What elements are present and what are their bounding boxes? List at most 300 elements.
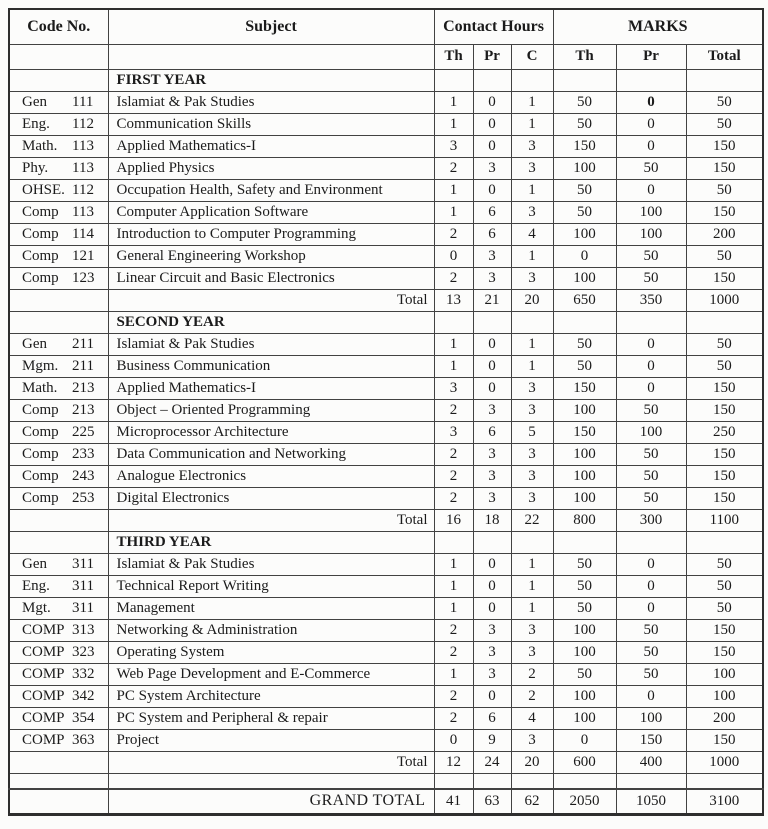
contact-th-cell: 1 [434,113,473,135]
empty-cell [616,69,686,91]
course-code-number: 253 [72,489,95,506]
contact-pr-cell: 6 [473,707,511,729]
marks-total-total: 1000 [686,751,763,773]
marks-pr-cell: 50 [616,245,686,267]
course-subject: Microprocessor Architecture [108,421,434,443]
course-code [9,663,108,685]
course-row [9,619,763,641]
contact-c-cell: 3 [511,443,553,465]
course-code [9,135,108,157]
course-code [9,245,108,267]
marks-pr-cell: 50 [616,157,686,179]
contact-pr-cell: 0 [473,685,511,707]
header-empty-cell [108,44,434,69]
marks-th-cell: 50 [553,333,616,355]
marks-pr-total: 350 [616,289,686,311]
course-row [9,201,763,223]
marks-pr-cell: 0 [616,685,686,707]
course-code-prefix: Comp [22,269,59,286]
course-code [9,707,108,729]
year-title: SECOND YEAR [108,311,434,333]
empty-cell [511,69,553,91]
empty-cell [473,531,511,553]
empty-cell [434,69,473,91]
contact-th-cell: 3 [434,377,473,399]
contact-c-cell: 3 [511,487,553,509]
course-code-prefix: Comp [22,489,59,506]
marks-total-cell: 50 [686,333,763,355]
code-empty-cell [9,289,108,311]
marks-th-cell: 100 [553,223,616,245]
course-code-prefix: Math. [22,379,58,396]
code-empty-cell [9,509,108,531]
marks-th-cell: 100 [553,157,616,179]
marks-th-cell: 50 [553,597,616,619]
course-code-prefix: Comp [22,445,59,462]
contact-pr-cell: 3 [473,663,511,685]
contact-th-cell: 2 [434,267,473,289]
course-row [9,135,763,157]
empty-cell [616,311,686,333]
marks-th-total: 650 [553,289,616,311]
course-subject: Islamiat & Pak Studies [108,553,434,575]
total-row [9,751,763,773]
course-code-prefix: Comp [22,467,59,484]
contact-pr-cell: 0 [473,333,511,355]
contact-c-cell: 3 [511,377,553,399]
marks-total-cell: 150 [686,267,763,289]
empty-cell [9,773,108,789]
marks-pr-cell: 50 [616,663,686,685]
course-code-prefix: Gen [22,555,47,572]
course-row [9,333,763,355]
course-subject: Data Communication and Networking [108,443,434,465]
contact-th-cell: 1 [434,553,473,575]
marks-th-cell: 50 [553,113,616,135]
course-subject: Digital Electronics [108,487,434,509]
course-code-number: 233 [72,445,95,462]
course-row [9,641,763,663]
course-subject: Object – Oriented Programming [108,399,434,421]
course-code-prefix: Eng. [22,115,50,132]
marks-pr-cell: 150 [616,729,686,751]
marks-pr-cell: 0 [616,135,686,157]
course-code-number: 213 [72,401,95,418]
marks-total-cell: 150 [686,619,763,641]
empty-cell [686,69,763,91]
contact-c-total: 20 [511,751,553,773]
course-code-number: 112 [72,115,94,132]
marks-pr-cell: 0 [616,355,686,377]
course-row [9,267,763,289]
contact-th-cell: 1 [434,201,473,223]
course-code [9,421,108,443]
empty-cell [553,311,616,333]
empty-cell [686,311,763,333]
contact-c-cell: 1 [511,355,553,377]
marks-th-cell: 100 [553,443,616,465]
course-subject: Technical Report Writing [108,575,434,597]
total-row [9,289,763,311]
contact-th-subheader: Th [434,44,473,69]
course-subject: Applied Mathematics-I [108,135,434,157]
course-subject: Islamiat & Pak Studies [108,333,434,355]
course-code-number: 114 [72,225,94,242]
marks-total-cell: 150 [686,487,763,509]
marks-total-cell: 50 [686,245,763,267]
marks-total-total: 1100 [686,509,763,531]
course-code-number: 313 [72,621,95,638]
marks-th-cell: 50 [553,355,616,377]
course-code [9,179,108,201]
course-subject: Operating System [108,641,434,663]
empty-cell [686,773,763,789]
empty-cell [434,531,473,553]
empty-cell [434,311,473,333]
empty-cell [511,311,553,333]
grand-total-label: GRAND TOTAL [108,789,434,814]
contact-th-total: 16 [434,509,473,531]
course-code [9,597,108,619]
contact-pr-cell: 3 [473,487,511,509]
course-code-prefix: OHSE. [22,181,65,198]
course-code-number: 323 [72,643,95,660]
contact-pr-cell: 6 [473,223,511,245]
contact-c-total: 62 [511,789,553,814]
course-subject: Web Page Development and E-Commerce [108,663,434,685]
course-code-number: 311 [72,555,94,572]
marks-total-cell: 50 [686,91,763,113]
contact-th-cell: 1 [434,663,473,685]
header-sub-row [9,44,763,69]
course-code [9,619,108,641]
course-row [9,245,763,267]
course-code-number: 211 [72,335,94,352]
course-subject: Project [108,729,434,751]
course-code [9,487,108,509]
course-row [9,707,763,729]
contact-c-total: 20 [511,289,553,311]
contact-pr-cell: 3 [473,465,511,487]
marks-total-cell: 100 [686,685,763,707]
empty-cell [553,531,616,553]
contact-pr-cell: 0 [473,91,511,113]
contact-c-cell: 2 [511,663,553,685]
contact-th-cell: 2 [434,619,473,641]
marks-total-cell: 150 [686,465,763,487]
contact-th-cell: 2 [434,157,473,179]
marks-pr-cell: 100 [616,223,686,245]
course-row [9,597,763,619]
marks-th-cell: 100 [553,399,616,421]
contact-c-cell: 1 [511,553,553,575]
course-row [9,729,763,751]
marks-pr-cell: 50 [616,465,686,487]
course-row [9,663,763,685]
contact-th-cell: 3 [434,421,473,443]
contact-pr-cell: 0 [473,113,511,135]
marks-total-cell: 150 [686,443,763,465]
course-code [9,399,108,421]
course-code [9,333,108,355]
marks-th-cell: 50 [553,179,616,201]
contact-c-cell: 1 [511,91,553,113]
course-row [9,575,763,597]
marks-pr-cell: 0 [616,91,686,113]
empty-cell [108,773,434,789]
marks-th-cell: 150 [553,421,616,443]
year-title: THIRD YEAR [108,531,434,553]
course-code-prefix: Eng. [22,577,50,594]
course-subject: Analogue Electronics [108,465,434,487]
contact-pr-cell: 3 [473,399,511,421]
contact-c-subheader: C [511,44,553,69]
course-code-number: 113 [72,159,94,176]
code-empty-cell [9,69,108,91]
marks-pr-cell: 50 [616,443,686,465]
course-code-prefix: COMP [22,709,65,726]
course-subject: Applied Mathematics-I [108,377,434,399]
marks-th-cell: 50 [553,553,616,575]
contact-pr-cell: 0 [473,135,511,157]
course-code-prefix: Comp [22,401,59,418]
contact-pr-cell: 0 [473,553,511,575]
course-row [9,179,763,201]
empty-cell [473,311,511,333]
marks-th-cell: 100 [553,619,616,641]
course-code-prefix: Comp [22,247,59,264]
marks-th-cell: 0 [553,729,616,751]
table-header [9,9,763,69]
course-code-number: 113 [72,203,94,220]
course-code-prefix: Comp [22,225,59,242]
marks-total-cell: 150 [686,201,763,223]
contact-c-cell: 1 [511,113,553,135]
course-row [9,223,763,245]
empty-cell [511,531,553,553]
course-row [9,421,763,443]
marks-th-cell: 50 [553,663,616,685]
course-subject: Business Communication [108,355,434,377]
marks-pr-cell: 0 [616,553,686,575]
marks-total-cell: 50 [686,179,763,201]
table-body [9,69,763,814]
contact-th-total: 12 [434,751,473,773]
marks-pr-cell: 0 [616,113,686,135]
marks-th-cell: 100 [553,487,616,509]
contact-c-cell: 3 [511,729,553,751]
marks-total-cell: 250 [686,421,763,443]
course-code-prefix: Comp [22,423,59,440]
year-header-row [9,311,763,333]
contact-pr-cell: 3 [473,641,511,663]
contact-c-cell: 3 [511,619,553,641]
contact-th-total: 41 [434,789,473,814]
contact-c-cell: 2 [511,685,553,707]
contact-th-cell: 2 [434,443,473,465]
marks-total-cell: 50 [686,575,763,597]
course-code [9,443,108,465]
contact-th-cell: 1 [434,575,473,597]
course-row [9,157,763,179]
contact-th-cell: 2 [434,487,473,509]
marks-total-cell: 150 [686,377,763,399]
contact-c-cell: 1 [511,597,553,619]
marks-pr-total: 400 [616,751,686,773]
code-empty-cell [9,751,108,773]
course-code-number: 225 [72,423,95,440]
marks-th-cell: 50 [553,91,616,113]
total-label: Total [108,509,434,531]
course-code-number: 121 [72,247,95,264]
marks-pr-cell: 0 [616,575,686,597]
marks-pr-total: 300 [616,509,686,531]
spacer-row [9,773,763,789]
course-subject: PC System Architecture [108,685,434,707]
contact-pr-cell: 0 [473,575,511,597]
contact-hours-header: Contact Hours [434,9,553,44]
marks-total-cell: 50 [686,355,763,377]
contact-th-cell: 1 [434,91,473,113]
contact-c-cell: 1 [511,333,553,355]
contact-c-cell: 3 [511,641,553,663]
marks-total-cell: 50 [686,597,763,619]
course-row [9,355,763,377]
year-title: FIRST YEAR [108,69,434,91]
marks-pr-cell: 50 [616,487,686,509]
contact-pr-cell: 3 [473,619,511,641]
course-subject: Communication Skills [108,113,434,135]
empty-cell [616,773,686,789]
marks-pr-cell: 50 [616,641,686,663]
marks-total-cell: 50 [686,553,763,575]
course-code-prefix: COMP [22,687,65,704]
marks-total-cell: 150 [686,641,763,663]
marks-th-subheader: Th [553,44,616,69]
empty-cell [553,69,616,91]
course-subject: Islamiat & Pak Studies [108,91,434,113]
contact-pr-cell: 9 [473,729,511,751]
course-row [9,465,763,487]
contact-pr-total: 63 [473,789,511,814]
contact-pr-cell: 0 [473,597,511,619]
contact-pr-cell: 0 [473,377,511,399]
marks-th-cell: 100 [553,267,616,289]
course-code-prefix: Mgt. [22,599,51,616]
course-code-prefix: Gen [22,93,47,110]
course-code-number: 123 [72,269,95,286]
marks-th-total: 2050 [553,789,616,814]
header-group-row [9,9,763,44]
marks-pr-cell: 50 [616,267,686,289]
course-row [9,399,763,421]
course-code [9,267,108,289]
course-code-prefix: COMP [22,731,65,748]
marks-pr-cell: 50 [616,399,686,421]
course-code-number: 332 [72,665,95,682]
code-empty-cell [9,311,108,333]
course-code [9,553,108,575]
course-code [9,575,108,597]
contact-th-total: 13 [434,289,473,311]
contact-c-cell: 4 [511,223,553,245]
contact-th-cell: 1 [434,597,473,619]
course-row [9,113,763,135]
contact-pr-total: 24 [473,751,511,773]
course-code [9,201,108,223]
course-subject: Introduction to Computer Programming [108,223,434,245]
empty-cell [553,773,616,789]
code-no-header: Code No. [9,9,108,44]
code-empty-cell [9,789,108,814]
contact-th-cell: 0 [434,245,473,267]
contact-c-cell: 3 [511,157,553,179]
contact-pr-cell: 6 [473,421,511,443]
contact-pr-total: 21 [473,289,511,311]
marks-th-cell: 0 [553,245,616,267]
marks-total-cell: 50 [686,113,763,135]
course-code-number: 354 [72,709,95,726]
contact-th-cell: 1 [434,179,473,201]
course-code [9,157,108,179]
contact-c-cell: 3 [511,465,553,487]
course-code [9,91,108,113]
contact-c-cell: 1 [511,179,553,201]
course-code-number: 213 [72,379,95,396]
contact-th-cell: 2 [434,707,473,729]
course-code-prefix: COMP [22,665,65,682]
marks-pr-cell: 0 [616,597,686,619]
course-code-number: 342 [72,687,95,704]
year-header-row [9,531,763,553]
total-label: Total [108,289,434,311]
contact-th-cell: 0 [434,729,473,751]
contact-c-cell: 3 [511,267,553,289]
course-code-prefix: Math. [22,137,58,154]
code-empty-cell [9,531,108,553]
marks-th-cell: 100 [553,685,616,707]
empty-cell [511,773,553,789]
contact-c-cell: 1 [511,575,553,597]
contact-c-cell: 1 [511,245,553,267]
course-code [9,113,108,135]
course-row [9,91,763,113]
marks-total-cell: 150 [686,157,763,179]
subject-header: Subject [108,9,434,44]
course-code-number: 113 [72,137,94,154]
marks-total-total: 1000 [686,289,763,311]
marks-pr-cell: 0 [616,377,686,399]
course-row [9,685,763,707]
contact-c-cell: 4 [511,707,553,729]
course-code [9,465,108,487]
course-code-prefix: Mgm. [22,357,59,374]
marks-pr-cell: 0 [616,179,686,201]
course-code [9,223,108,245]
marks-th-cell: 100 [553,641,616,663]
marks-pr-total: 1050 [616,789,686,814]
marks-pr-cell: 50 [616,619,686,641]
contact-c-cell: 5 [511,421,553,443]
total-row [9,509,763,531]
course-subject: PC System and Peripheral & repair [108,707,434,729]
contact-pr-cell: 3 [473,443,511,465]
marks-th-cell: 100 [553,465,616,487]
empty-cell [434,773,473,789]
course-row [9,443,763,465]
total-label: Total [108,751,434,773]
contact-th-cell: 1 [434,355,473,377]
